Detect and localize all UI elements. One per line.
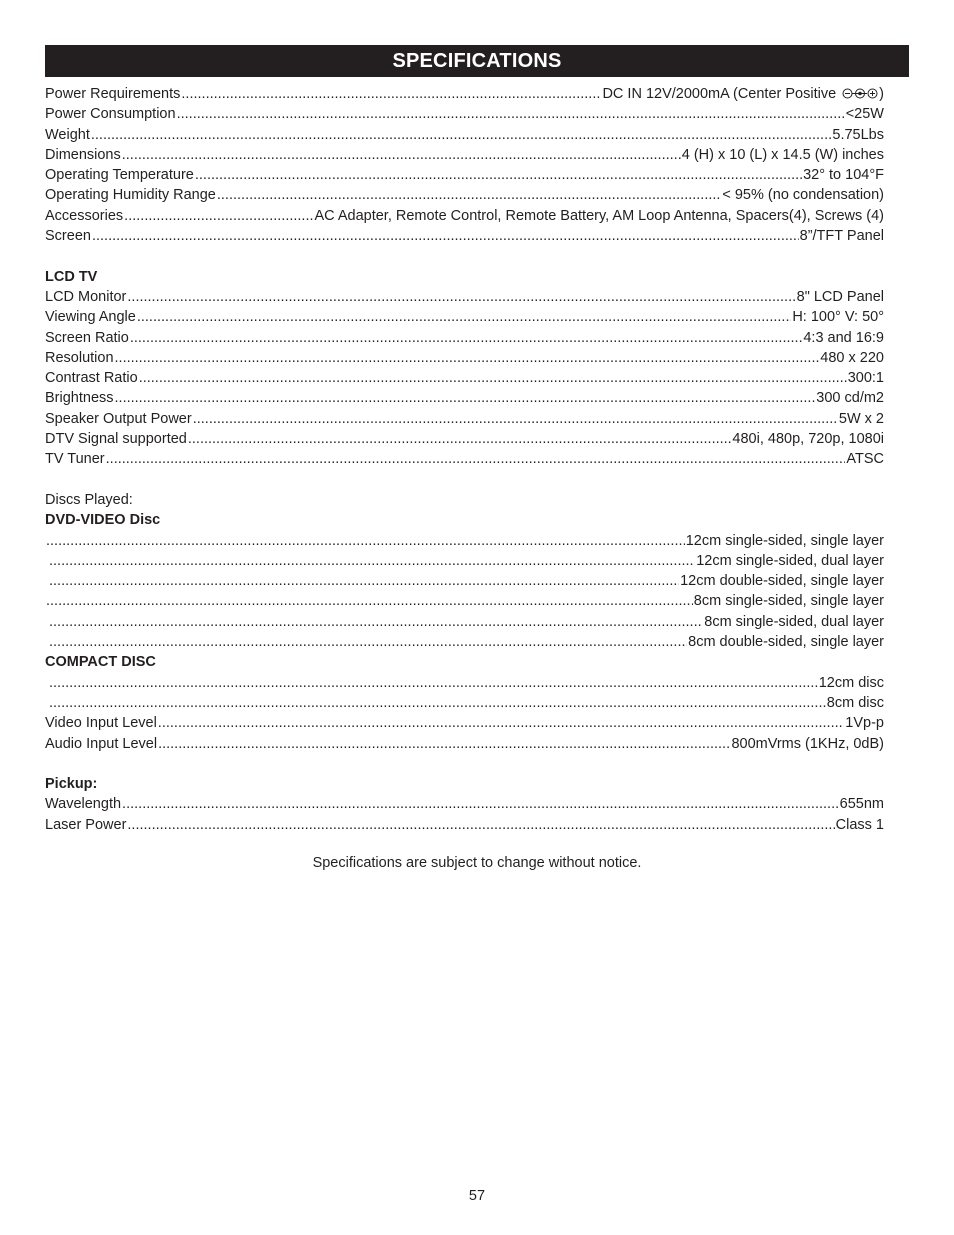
dot-leader [122,794,839,814]
spec-label: Screen [45,228,91,245]
spec-row-power-consumption [45,104,884,124]
spec-value: 12cm disc [818,674,884,691]
discs-intro: Discs Played: [45,491,133,508]
dot-leader [188,429,732,449]
spec-row-dimensions [45,145,884,165]
section-heading-pickup: Pickup: [45,776,98,793]
disc-row [45,551,884,571]
section-gap [45,754,884,774]
section-gap [45,246,884,266]
spec-value: 300:1 [847,370,884,387]
spec-label: Video Input Level [45,715,157,732]
spec-value: ATSC [846,451,884,468]
dot-leader [49,693,826,713]
spec-value: 5.75Lbs [832,126,884,143]
spec-value: 1Vp-p [845,715,884,732]
dot-leader [49,571,679,591]
spec-value: 12cm single-sided, dual layer [696,552,884,569]
dot-leader [137,307,791,327]
spec-value: 8" LCD Panel [796,288,884,305]
spec-value: 300 cd/m2 [816,390,884,407]
spec-value: < 95% (no condensation) [722,187,884,204]
section-heading-compact-disc: COMPACT DISC [45,654,156,671]
dot-leader [217,185,722,205]
dot-leader [49,612,703,632]
spec-label: Resolution [45,349,114,366]
spec-row-tv-tuner [45,449,884,469]
dot-leader [127,815,834,835]
dot-leader [49,551,695,571]
dot-leader [115,388,816,408]
disc-row [45,612,884,632]
spec-value: 8”/TFT Panel [799,228,884,245]
spec-row-accessories [45,206,884,226]
dot-leader [46,591,693,611]
spec-label: Weight [45,126,90,143]
spec-row-resolution [45,348,884,368]
spec-value: 480 x 220 [820,349,884,366]
section-heading-dvd-video: DVD-VIDEO Disc [45,512,161,529]
spec-label: DTV Signal supported [45,431,187,448]
disc-row [45,591,884,611]
spec-value: 8cm disc [826,694,884,711]
spec-value: 480i, 480p, 720p, 1080i [732,431,884,448]
spec-value: H: 100° V: 50° [792,309,884,326]
page-number: 57 [468,1188,486,1204]
disc-row [45,693,884,713]
spec-row-laser-power [45,815,884,835]
dot-leader [193,409,838,429]
spec-value: 8cm double-sided, single layer [688,634,884,651]
spec-value: 12cm single-sided, single layer [685,532,884,549]
spec-list [45,84,884,835]
spec-value: Class 1 [835,816,884,833]
section-heading-lcd-tv: LCD TV [45,268,98,285]
dot-leader [181,84,601,104]
spec-label: Power Consumption [45,106,176,123]
dot-leader [177,104,845,124]
dot-leader [139,368,847,388]
spec-label: Operating Temperature [45,167,194,184]
spec-row-operating-humidity [45,185,884,205]
spec-label: Laser Power [45,816,127,833]
spec-row-contrast-ratio [45,368,884,388]
spec-label: Brightness [45,390,114,407]
spec-row-lcd-monitor [45,287,884,307]
spec-row-audio-input-level [45,734,884,754]
spec-row-weight [45,125,884,145]
spec-label: Dimensions [45,146,121,163]
spec-label: Contrast Ratio [45,370,138,387]
center-positive-polarity-icon [842,85,878,104]
disc-row [45,632,884,652]
dot-leader [158,734,730,754]
spec-label: LCD Monitor [45,288,127,305]
section-gap [45,470,884,490]
disc-row [45,673,884,693]
page-title: SPECIFICATIONS [45,45,909,77]
spec-row-screen-ratio [45,328,884,348]
spec-row-operating-temperature [45,165,884,185]
spec-label: Audio Input Level [45,735,158,752]
spec-row-speaker-output [45,409,884,429]
spec-label: Accessories [45,207,124,224]
disc-row [45,571,884,591]
spec-value: 5W x 2 [838,410,884,427]
spec-value: 4 (H) x 10 (L) x 14.5 (W) inches [681,146,884,163]
dot-leader [124,206,313,226]
change-notice: Specifications are subject to change without notice. [312,855,642,871]
spec-value: 4:3 and 16:9 [803,329,884,346]
spec-row-power-requirements [45,84,884,104]
spec-value: 8cm single-sided, single layer [693,593,884,610]
spec-row-video-input-level [45,713,884,733]
spec-label: Power Requirements [45,86,181,102]
spec-label: Operating Humidity Range [45,187,216,204]
dot-leader [127,287,795,307]
spec-row-dtv-signal [45,429,884,449]
spec-value: 12cm double-sided, single layer [680,573,884,590]
spec-row-screen [45,226,884,246]
dot-leader [49,632,687,652]
spec-label: Viewing Angle [45,309,136,326]
spec-label: Screen Ratio [45,329,129,346]
spec-row-viewing-angle [45,307,884,327]
dot-leader [195,165,802,185]
spec-label: Speaker Output Power [45,410,192,427]
dot-leader [130,328,803,348]
spec-value: 655nm [839,796,884,813]
dot-leader [106,449,846,469]
spec-label: TV Tuner [45,451,105,468]
spec-row-wavelength [45,794,884,814]
dot-leader [122,145,681,165]
dot-leader [91,125,832,145]
disc-row [45,531,884,551]
dot-leader [158,713,845,733]
spec-value: 32° to 104°F [803,167,884,184]
spec-label: Wavelength [45,796,122,813]
dot-leader [92,226,799,246]
spec-row-brightness [45,388,884,408]
dot-leader [115,348,820,368]
dot-leader [49,673,818,693]
spec-value: <25W [845,106,884,123]
dot-leader [46,531,685,551]
spec-value: 8cm single-sided, dual layer [704,613,884,630]
spec-value: DC IN 12V/2000mA (Center Positive ) [602,84,884,104]
spec-value: 800mVrms (1KHz, 0dB) [731,735,884,752]
spec-value: AC Adapter, Remote Control, Remote Battery, AM Loop Antenna, Spacers(4), Screws (4) [314,207,884,224]
